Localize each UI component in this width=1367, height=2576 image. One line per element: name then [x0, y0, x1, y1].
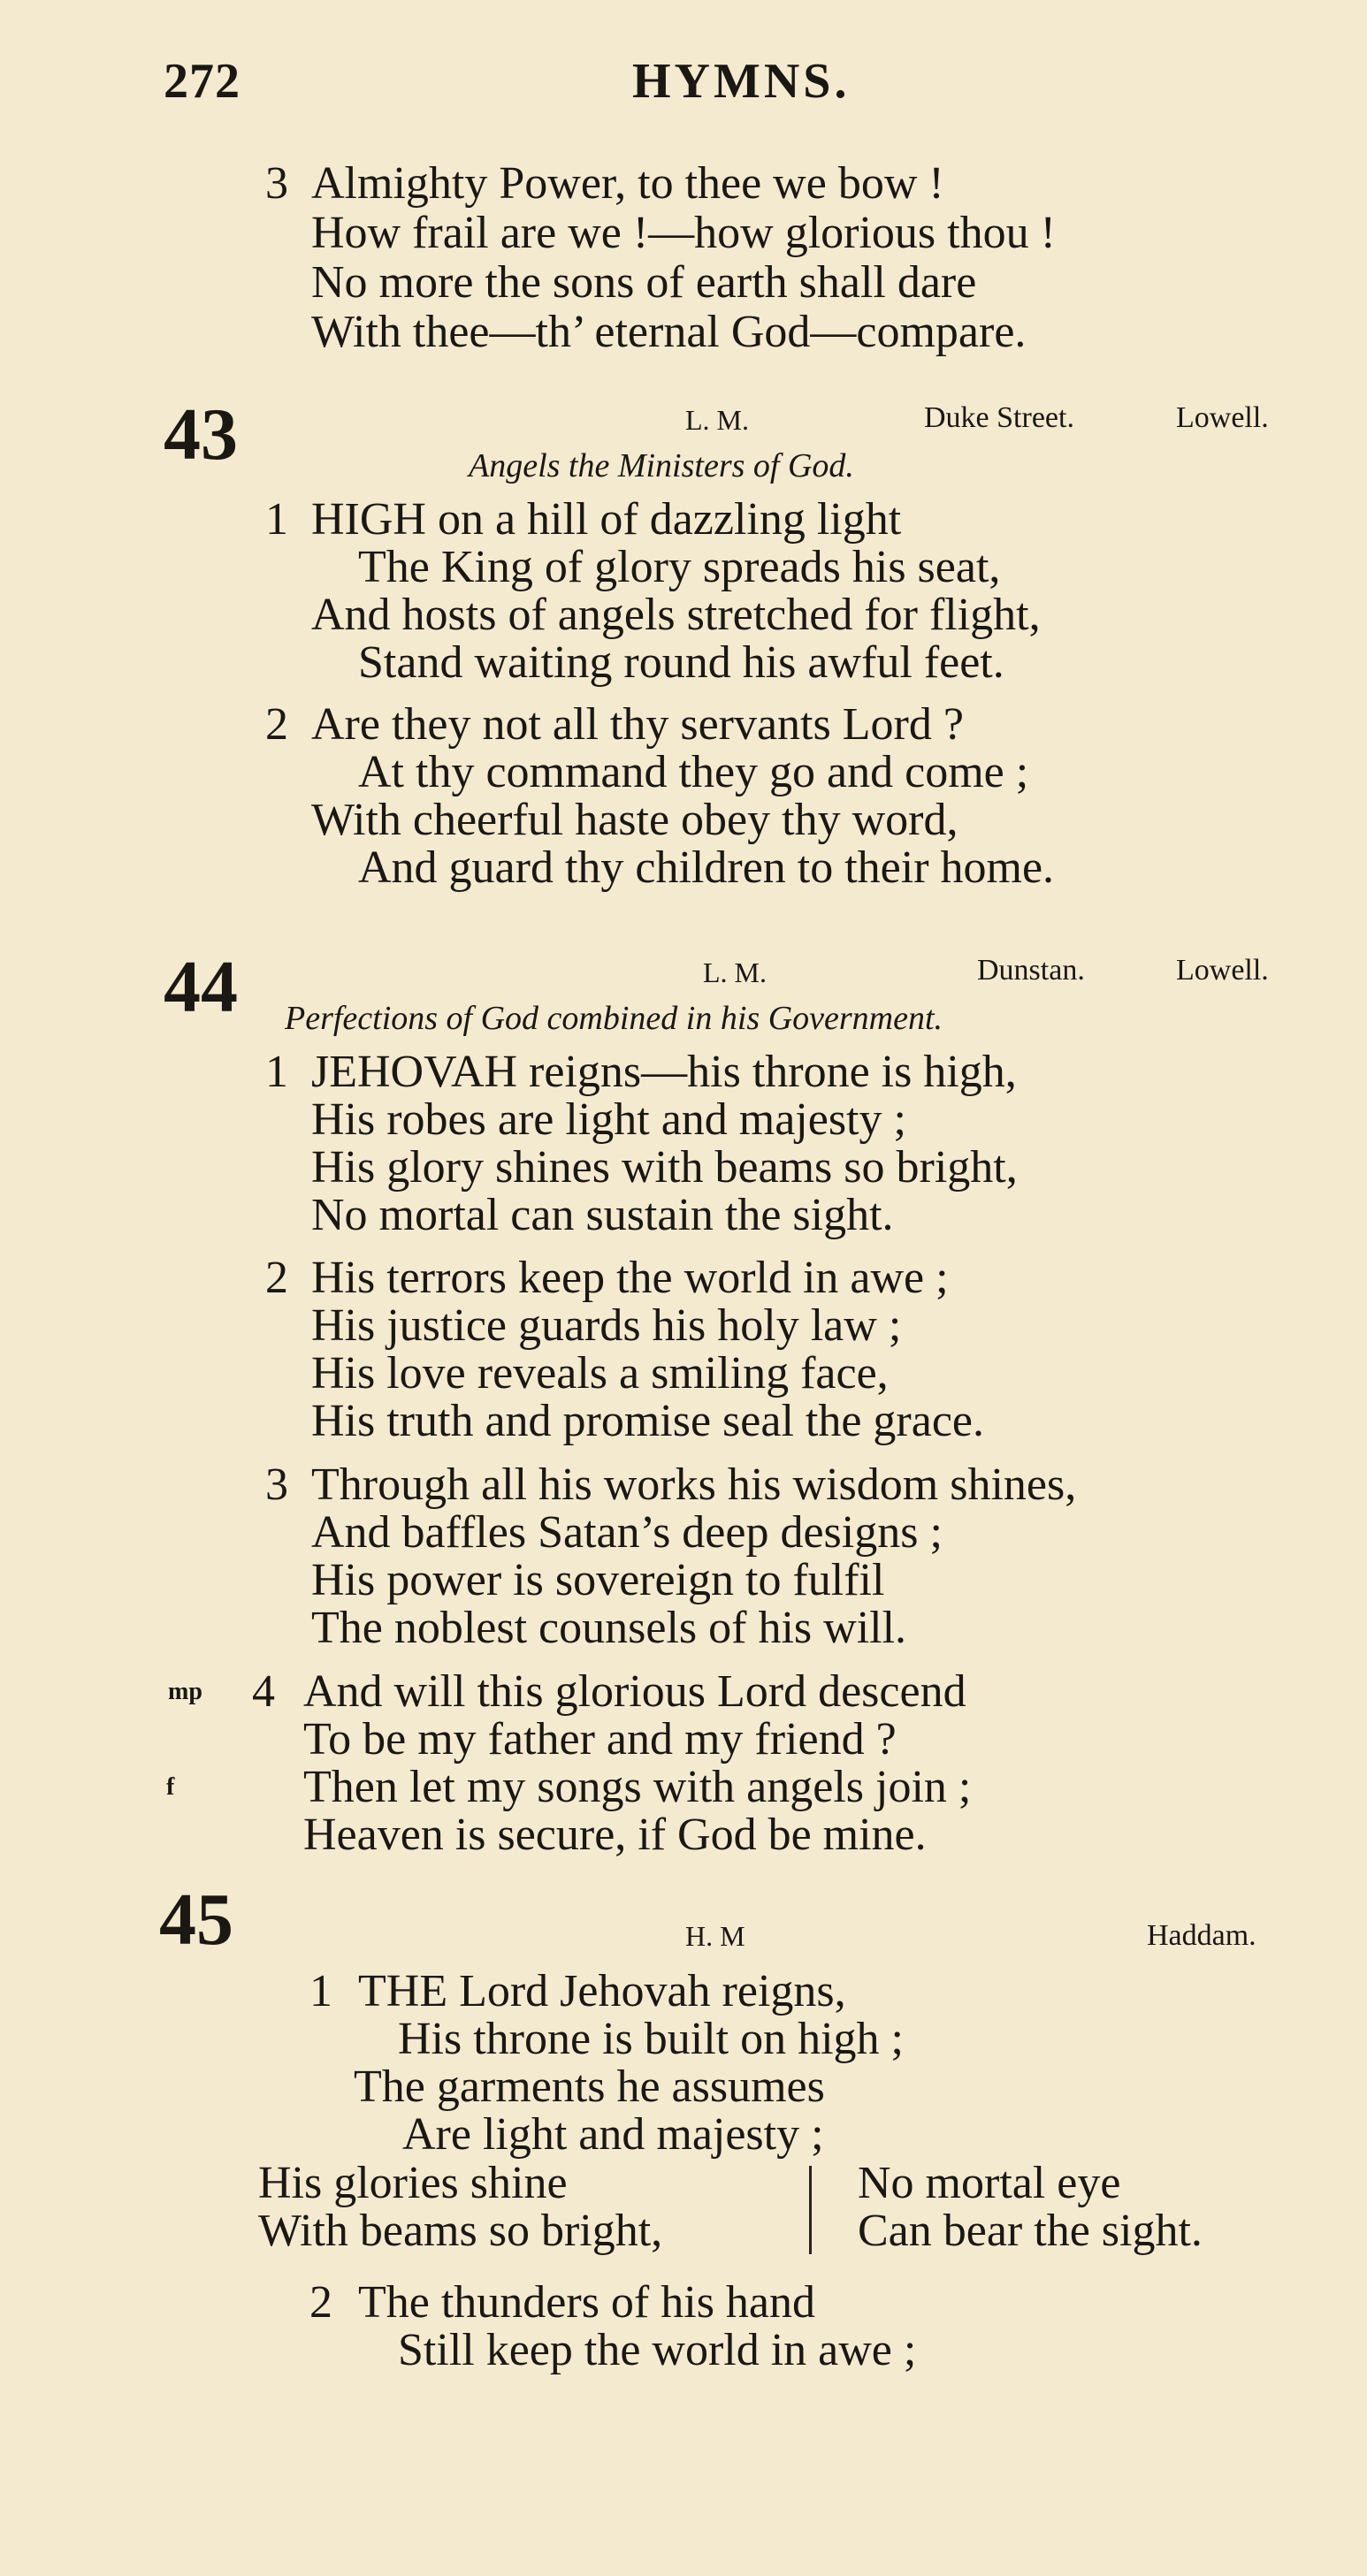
split-line-right: Can bear the sight.	[858, 2206, 1203, 2256]
hymn-line: With thee—th’ eternal God—compare.	[311, 307, 1027, 357]
hymn-line: JEHOVAH reigns—his throne is high,	[311, 1047, 1017, 1097]
verse-number: 1	[265, 494, 288, 545]
hymn-line: Through all his works his wisdom shines,	[311, 1459, 1077, 1510]
hymn-line: With cheerful haste obey thy word,	[311, 795, 958, 845]
hymn-line: His terrors keep the world in awe ;	[311, 1253, 949, 1303]
page-number: 272	[164, 54, 241, 109]
hymn-line: His love reveals a smiling face,	[311, 1348, 889, 1399]
split-line-right: No mortal eye	[858, 2158, 1121, 2208]
hymn-meter: L. M.	[685, 404, 749, 436]
hymn-meter: L. M.	[703, 956, 767, 988]
hymn-line: The thunders of his hand	[358, 2277, 816, 2328]
verse-number: 2	[265, 1253, 288, 1303]
page-title: HYMNS.	[632, 54, 851, 109]
hymn-line: His justice guards his holy law ;	[311, 1300, 902, 1351]
hymn-composer: Lowell.	[1176, 401, 1269, 434]
hymn-line: THE Lord Jehovah reigns,	[358, 1966, 846, 2016]
verse-number: 1	[309, 1966, 332, 2016]
hymn-line: Are light and majesty ;	[402, 2109, 824, 2160]
hymn-line: Then let my songs with angels join ;	[303, 1762, 972, 1812]
hymn-line: Stand waiting round his awful feet.	[358, 637, 1004, 688]
split-divider	[809, 2166, 812, 2254]
hymn-line: To be my father and my friend ?	[303, 1714, 897, 1764]
hymn-line: And baffles Satan’s deep designs ;	[311, 1507, 943, 1558]
hymn-line: And will this glorious Lord descend	[303, 1666, 966, 1717]
hymn-number: 43	[164, 393, 238, 476]
hymn-line: Heaven is secure, if God be mine.	[303, 1810, 927, 1860]
hymn-line: The noblest counsels of his will.	[311, 1603, 907, 1653]
verse-number: 2	[309, 2277, 332, 2328]
split-line-left: His glories shine	[258, 2158, 568, 2208]
hymn-line: At thy command they go and come ;	[358, 747, 1029, 797]
hymn-number: 44	[164, 946, 238, 1028]
hymn-tune: Haddam.	[1147, 1919, 1256, 1952]
verse-number: 3	[265, 1459, 288, 1510]
hymn-line: And guard thy children to their home.	[358, 842, 1055, 893]
hymn-line: Are they not all thy servants Lord ?	[311, 699, 964, 750]
dynamic-mark-mp: mp	[168, 1678, 202, 1705]
hymn-tune: Duke Street.	[924, 401, 1074, 434]
hymn-meter: H. M	[685, 1920, 745, 1952]
verse-number: 3	[265, 158, 288, 209]
hymn-line: No more the sons of earth shall dare	[311, 257, 977, 308]
hymn-subtitle: Angels the Ministers of God.	[469, 447, 854, 484]
hymn-line: The garments he assumes	[354, 2062, 825, 2112]
hymn-line: His robes are light and majesty ;	[311, 1094, 906, 1145]
hymn-line: HIGH on a hill of dazzling light	[311, 494, 902, 545]
hymn-number: 45	[159, 1879, 233, 1961]
hymn-line: His power is sovereign to fulfil	[311, 1555, 885, 1605]
hymn-line: His glory shines with beams so bright,	[311, 1142, 1018, 1193]
hymn-line: No mortal can sustain the sight.	[311, 1190, 894, 1240]
hymn-line: The King of glory spreads his seat,	[358, 542, 1001, 592]
verse-number: 1	[265, 1047, 288, 1097]
verse-number: 2	[265, 699, 288, 750]
split-line-left: With beams so bright,	[258, 2206, 663, 2256]
dynamic-mark-f: f	[166, 1773, 175, 1801]
hymn-subtitle: Perfections of God combined in his Government.	[285, 1000, 943, 1037]
hymn-tune: Dunstan.	[977, 954, 1085, 987]
hymn-line: Still keep the world in awe ;	[398, 2325, 917, 2375]
hymn-line: His throne is built on high ;	[398, 2014, 904, 2064]
verse-number: 4	[252, 1666, 275, 1717]
hymn-line: How frail are we !—how glorious thou !	[311, 208, 1056, 258]
hymn-composer: Lowell.	[1176, 954, 1269, 987]
hymn-line: His truth and promise seal the grace.	[311, 1396, 984, 1446]
hymn-line: Almighty Power, to thee we bow !	[311, 158, 944, 209]
hymn-line: And hosts of angels stretched for flight,	[311, 590, 1041, 640]
